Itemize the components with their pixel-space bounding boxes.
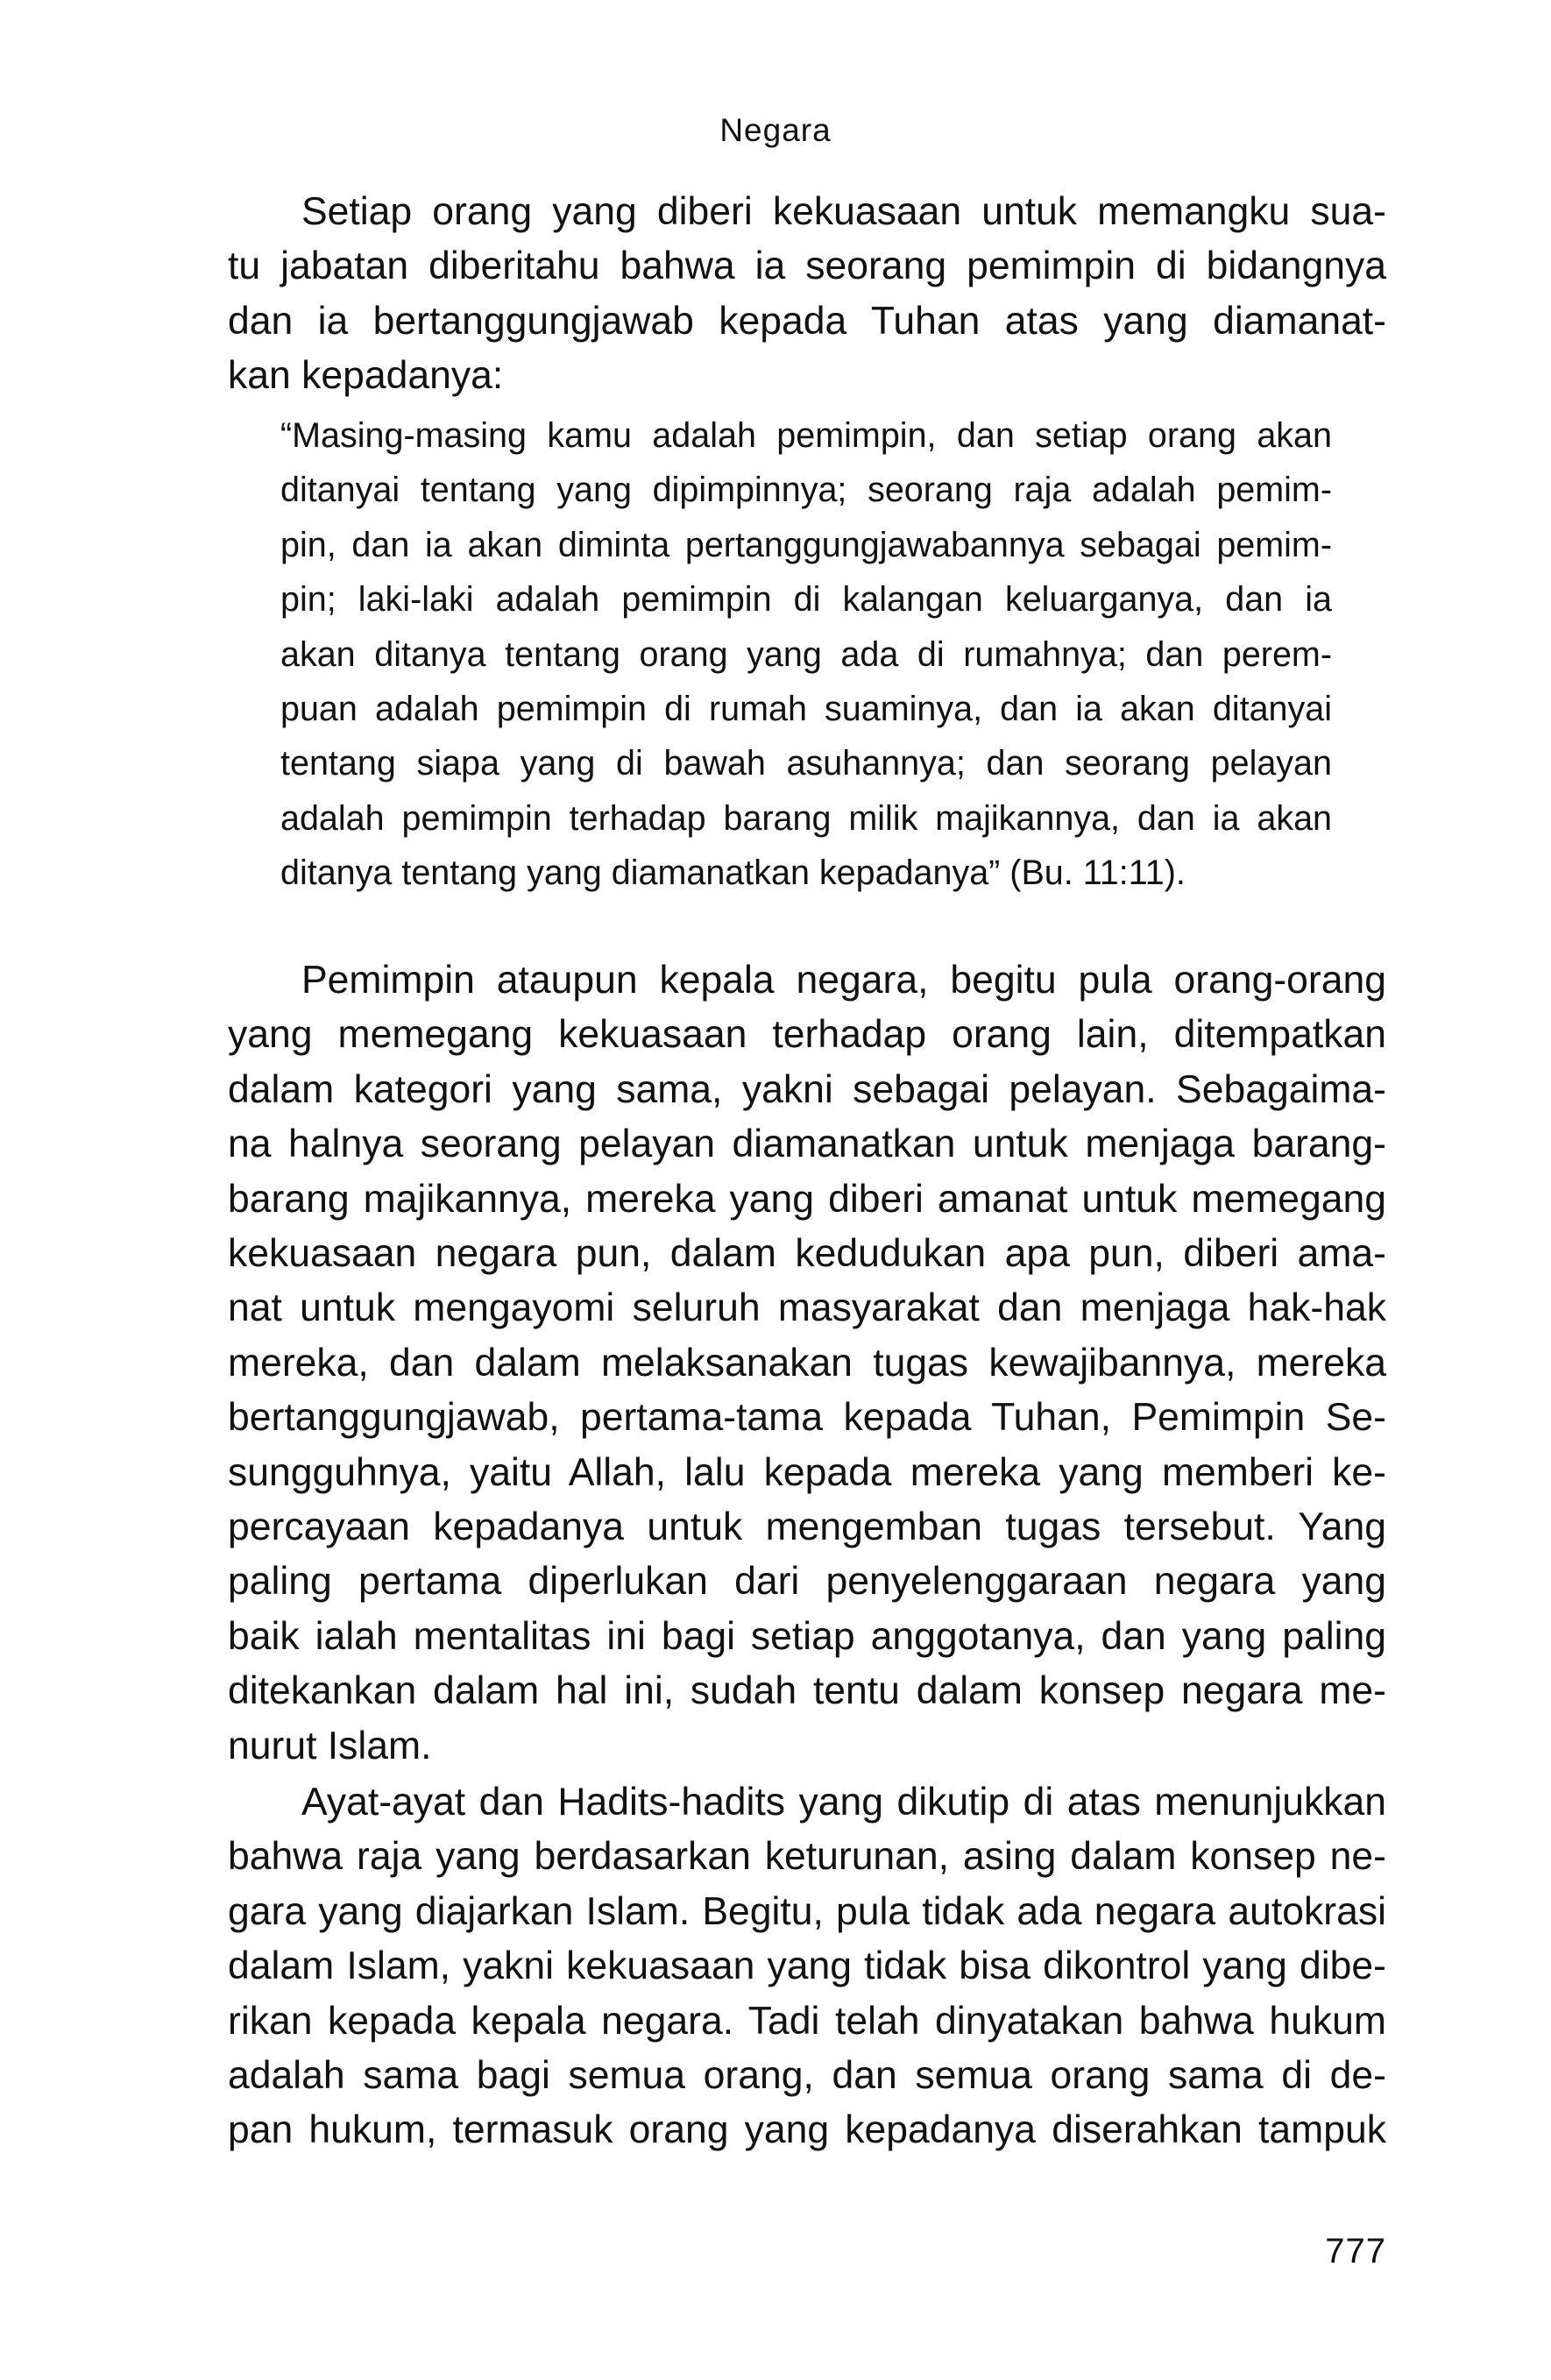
quote-line: adalah pemimpin terhadap barang milik majikannya, dan ia akan <box>280 798 1332 838</box>
quote-line: “Masing-masing kamu adalah pemimpin, dan setiap orang akan <box>280 416 1332 455</box>
text-line: gara yang diajarkan Islam. Begitu, pula tidak ada negara autokrasi <box>228 1889 1386 1933</box>
quote-line: akan ditanya tentang orang yang ada di rumahnya; dan perem- <box>280 634 1332 674</box>
quote-line: ditanyai tentang yang dipimpinnya; seorang raja adalah pemim- <box>280 471 1332 510</box>
text-line: dalam Islam, yakni kekuasaan yang tidak bisa dikontrol yang dibe- <box>228 1944 1386 1988</box>
paragraph-3 <box>228 1775 1386 2158</box>
text-line: nurut Islam. <box>228 1724 432 1767</box>
paragraph-1 <box>228 185 1386 404</box>
running-head: Negara <box>719 112 832 148</box>
page-number: 777 <box>1325 2232 1386 2270</box>
quote-line: ditanya tentang yang diamanatkan kepadanya” (Bu. 11:11). <box>280 854 1186 893</box>
paragraph-2 <box>228 953 1386 1774</box>
text-line: bertanggungjawab, pertama-tama kepada Tuhan, Pemimpin Se- <box>228 1396 1386 1440</box>
text-line: Ayat-ayat dan Hadits-hadits yang dikutip di atas menunjukkan <box>301 1781 1386 1824</box>
text-line: yang memegang kekuasaan terhadap orang lain, ditempatkan <box>228 1013 1386 1057</box>
quote-line: puan adalah pemimpin di rumah suaminya, dan ia akan ditanyai <box>280 690 1332 729</box>
text-line: baik ialah mentalitas ini bagi setiap anggotanya, dan yang paling <box>228 1614 1386 1658</box>
text-line: barang majikannya, mereka yang diberi amanat untuk memegang <box>228 1177 1386 1221</box>
text-line: nat untuk mengayomi seluruh masyarakat dan menjaga hak-hak <box>228 1286 1386 1330</box>
text-line: bahwa raja yang berdasarkan keturunan, asing dalam konsep ne- <box>228 1835 1386 1879</box>
text-line: percayaan kepadanya untuk mengemban tugas tersebut. Yang <box>228 1505 1386 1549</box>
text-line: Setiap orang yang diberi kekuasaan untuk memangku sua- <box>301 190 1386 233</box>
quote-line: pin; laki-laki adalah pemimpin di kalangan keluarganya, dan ia <box>280 580 1332 620</box>
block-quote <box>280 408 1332 901</box>
quote-line: tentang siapa yang di bawah asuhannya; dan seorang pelayan <box>280 744 1332 783</box>
text-line: Pemimpin ataupun kepala negara, begitu pula orang-orang <box>301 959 1386 1002</box>
text-line: mereka, dan dalam melaksanakan tugas kewajibannya, mereka <box>228 1341 1386 1385</box>
text-line: pan hukum, termasuk orang yang kepadanya diserahkan tampuk <box>228 2108 1386 2152</box>
text-line: rikan kepada kepala negara. Tadi telah dinyatakan bahwa hukum <box>228 1999 1386 2043</box>
text-line: tu jabatan diberitahu bahwa ia seorang pemimpin di bidangnya <box>228 244 1386 288</box>
text-line: dalam kategori yang sama, yakni sebagai pelayan. Sebagaima- <box>228 1067 1386 1111</box>
text-line: dan ia bertanggungjawab kepada Tuhan atas yang diamanat- <box>228 299 1386 343</box>
text-line: adalah sama bagi semua orang, dan semua orang sama di de- <box>228 2054 1386 2098</box>
text-line: ditekankan dalam hal ini, sudah tentu dalam konsep negara me- <box>228 1669 1386 1713</box>
text-line: kekuasaan negara pun, dalam kedudukan apa pun, diberi ama- <box>228 1232 1386 1276</box>
text-line: sungguhnya, yaitu Allah, lalu kepada mereka yang memberi ke- <box>228 1450 1386 1494</box>
text-line: na halnya seorang pelayan diamanatkan untuk menjaga barang- <box>228 1123 1386 1166</box>
text-line: kan kepadanya: <box>228 354 504 398</box>
text-line: paling pertama diperlukan dari penyelenggaraan negara yang <box>228 1560 1386 1604</box>
quote-line: pin, dan ia akan diminta pertanggungjawabannya sebagai pemim- <box>280 525 1332 564</box>
